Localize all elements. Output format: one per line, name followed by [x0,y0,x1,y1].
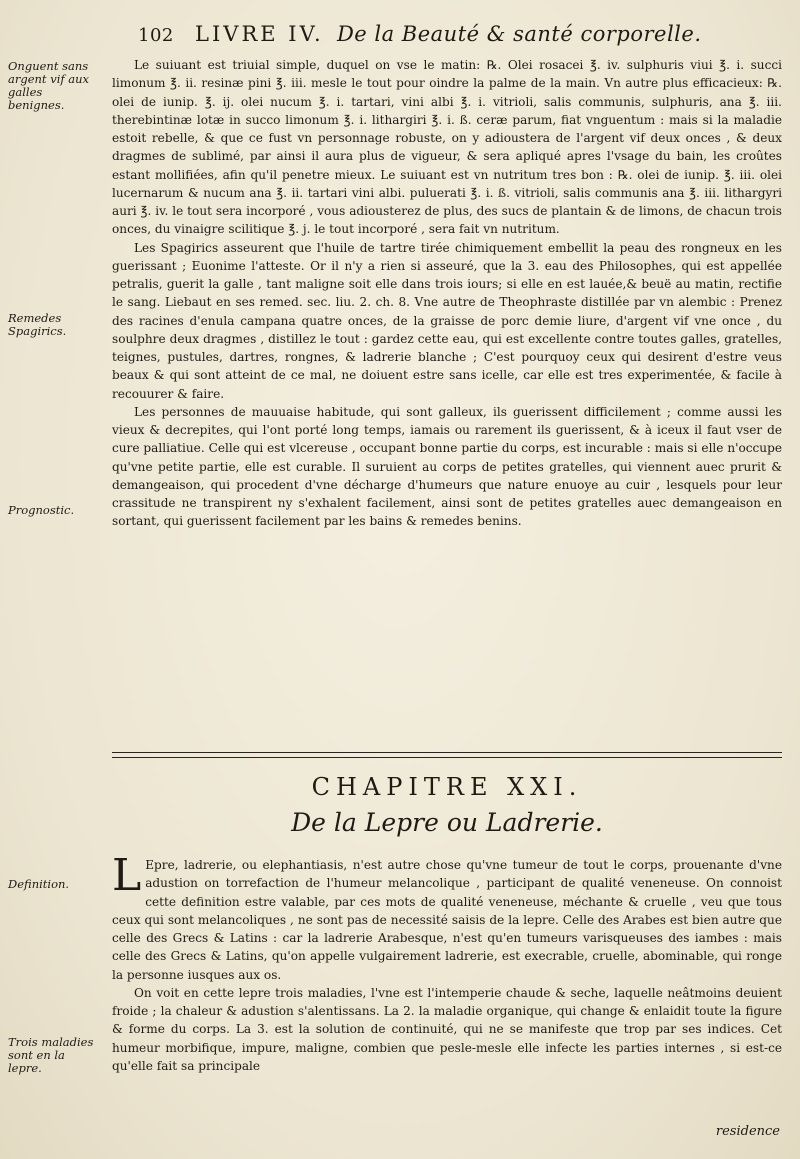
body-upper [112,56,782,531]
book-label: LIVRE IV. [195,22,324,46]
paragraph-spagirics: Les Spagirics asseurent que l'huile de tartre tirée chimiquement embellit la peau des rongneux en les guerissant ; Euonime l'atteste. Or il n'y a rien si asseuré, que la 3. eau des Philosophes, qui est appellée petralis, guerit la galle , tant maligne soit elle dans trois iours; si elle en est lauée,& beuë au matin, rectifie le sang. Liebaut en ses remed. sec. liu. 2. ch. 8. Vne autre de Theophraste distillée par vn alembic : Prenez des racines d'enula campana quatre onces, de la graisse de porc demie liure, d'argent vif vne once , du soulphre deux dragmes , distillez le tout : gardez cette eau, qui est excellente contre toutes galles, gratelles, teignes, pustules, dartres, rongnes, & ladrerie blanche ; C'est pourquoy ceux qui desirent d'estre veus beaux & qui sont atteint de ce mal, ne doiuent estre sans icelle, car elle est tres experimentée, & facile à recouurer & faire. [112,240,782,401]
chapter-divider [112,752,782,758]
margin-note-prognostic: Prognostic. [8,503,75,517]
body-lower [112,850,782,1075]
paragraph-prognostic: Les personnes de mauuaise habitude, qui sont galleux, ils guerissent difficilement ; comme aussi les vieux & decrepites, qui l'ont porté long temps, iamais ou rarement ils guerissent, & à iceux il faut vser de cure palliatiue. Celle qui est vlcereuse , occupant bonne partie du corps, est incurable : mais si elle n'occupe qu'vne petite partie, elle est curable. Il suruient au corps de petites gratelles, qui viennent auec prurit & demangeaison, qui procedent d'vne décharge d'humeurs que nature enuoye au cuir , lesquels pour leur crassitude ne transpirent ny s'exhalent facilement, ainsi sont de petites gratelles auec demangeaison en sortant, qui guerissent facilement par les bains & remedes benins. [112,404,782,529]
drop-cap: L [112,850,142,901]
margin-note-definition: Definition. [8,877,70,891]
paragraph-trois-maladies: On voit en cette lepre trois maladies, l'vne est l'intemperie chaude & seche, laquelle neâtmoins deuient froide ; la chaleur & adustion s'alentissans. La 2. la maladie organique, qui change & enlaidit toute la figure & forme du corps. La 3. est la solution de continuité, qui ne se manifeste que trop par ses indices. Cet humeur morbifique, impure, maligne, combien que pesle-mesle elle infecte les parties internes , si est-ce qu'elle fait sa principale [112,985,782,1073]
page-number: 102 [138,25,174,46]
margin-note-onguent: Onguent sans argent vif aux galles benignes. [8,59,90,112]
chapter-title: CHAPITRE XXI. [311,773,583,801]
catchword: residence [715,1124,780,1139]
running-head [138,22,778,46]
paragraph-onguent: Le suiuant est triuial simple, duquel on vse le matin: ℞. Olei rosacei ℥. iv. sulphuris viui ℥. i. succi limonum ℥. ii. resinæ pini ℥. iii. mesle le tout pour oindre la palme de la main. Vn autre plus efficacieux: ℞. olei de iunip. ℥. ij. olei nucum ℥. i. tartari, vini albi ℥. i. vitrioli, salis communis, sulphuris, ana ℥. iii. therebintinæ lotæ in succo limonum ℥. i. lithargiri ℥. i. ß. ceræ parum, fiat vnguentum : mais si la maladie estoit rebelle, & que ce fust vn personnage robuste, on y adioustera de l'argent vif deux onces , & deux dragmes de sublimé, par ainsi il aura plus de vigueur, & sera apliqué apres l'vsage du bain, les croûtes estant mollifiées, afin qu'il penetre mieux. Le suiuant est vn nutritum tres bon : ℞. olei de iunip. ℥. iii. olei lucernarum & nucum ana ℥. ii. tartari vini albi. puluerati ℥. i. ß. vitrioli, salis communis ana ℥. iii. lithargyri auri ℥. iv. le tout sera incorporé , vous adiousterez de plus, des sucs de plantain & de limons, de chacun trois onces, du vinaigre scilitique ℥. j. le tout incorporé , sera fait vn nutritum. [112,58,782,237]
margin-note-trois-maladies: Trois maladies sont en la lepre. [8,1035,94,1075]
chapter-subtitle: De la Lepre ou Ladrerie. [291,808,603,837]
paragraph-definition [112,850,782,984]
running-title: De la Beauté & santé corporelle. [336,22,702,46]
definition-text: Epre, ladrerie, ou elephantiasis, n'est autre chose qu'vne tumeur de tout le corps, prouenante d'vne adustion on torrefaction de l'humeur melancolique , participant de qualité veneneuse. On connoist cette definition estre valable, par ces mots de qualité veneneuse, méchante & cruelle , veu que tous ceux qui sont melancoliques , ne sont pas de necessité saisis de la lepre. Celle des Arabes est bien autre que celle des Grecs & Latins : car la ladrerie Arabesque, n'est qu'en tumeurs varisqueuses des iambes : mais celle des Grecs & Latins, qu'on appelle vulgairement ladrerie, est execrable, cruelle, abominable, qui ronge la personne iusques aux os. [112,858,782,982]
margin-note-remedes: Remedes Spagirics. [8,311,67,338]
